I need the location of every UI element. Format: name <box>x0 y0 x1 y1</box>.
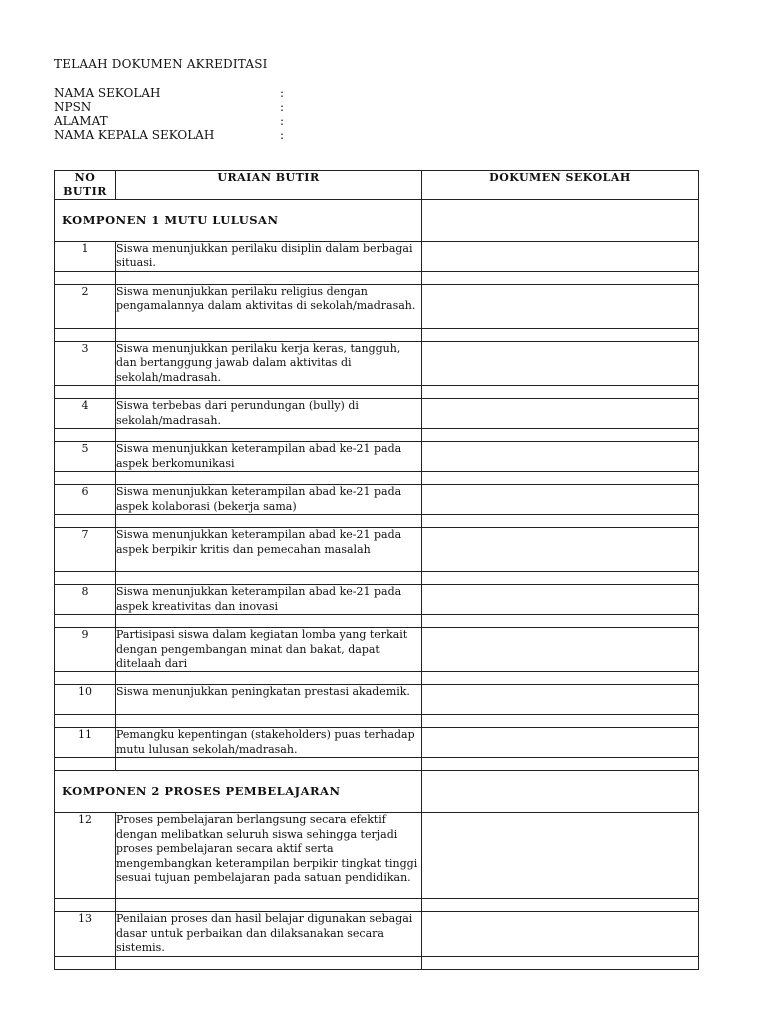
spacer-cell[interactable] <box>422 615 699 628</box>
item-description: Siswa menunjukkan keterampilan abad ke-21 pada aspek kolaborasi (bekerja sama) <box>116 485 422 515</box>
table-row <box>55 442 699 472</box>
spacer-cell[interactable] <box>422 672 699 685</box>
item-number: 12 <box>55 813 116 899</box>
spacer-cell <box>116 429 422 442</box>
info-colon: : <box>280 86 285 100</box>
spacer-row <box>55 515 699 528</box>
table-row <box>55 285 699 329</box>
table-row <box>55 342 699 386</box>
spacer-cell <box>55 429 116 442</box>
spacer-cell <box>116 386 422 399</box>
document-cell[interactable] <box>422 442 699 472</box>
table-row <box>55 242 699 272</box>
item-description: Siswa menunjukkan keterampilan abad ke-21 pada aspek berpikir kritis dan pemecahan masalah <box>116 528 422 572</box>
header-uraian-butir: URAIAN BUTIR <box>116 171 422 200</box>
info-row-npsn <box>54 100 284 114</box>
spacer-cell <box>55 615 116 628</box>
table-row <box>55 628 699 672</box>
document-cell[interactable] <box>422 585 699 615</box>
spacer-cell[interactable] <box>422 472 699 485</box>
table-row <box>55 912 699 956</box>
item-number: 10 <box>55 685 116 715</box>
table-row <box>55 485 699 515</box>
info-label: NAMA SEKOLAH <box>54 86 161 100</box>
spacer-row <box>55 572 699 585</box>
component-row <box>55 200 699 242</box>
document-cell[interactable] <box>422 485 699 515</box>
spacer-cell <box>116 272 422 285</box>
spacer-cell <box>55 386 116 399</box>
item-description: Siswa menunjukkan keterampilan abad ke-21 pada aspek berkomunikasi <box>116 442 422 472</box>
spacer-cell <box>55 572 116 585</box>
table-row <box>55 585 699 615</box>
info-colon: : <box>280 114 285 128</box>
assessment-table <box>54 170 699 970</box>
info-row-alamat <box>54 114 284 128</box>
info-colon: : <box>280 128 285 142</box>
item-description: Proses pembelajaran berlangsung secara efektif dengan melibatkan seluruh siswa sehingga terjadi proses pembelajaran secara aktif serta mengembangkan keterampilan berpikir tingkat tinggi sesuai tujuan pembelajaran pada satuan pendidikan. <box>116 813 422 899</box>
spacer-cell <box>55 472 116 485</box>
spacer-cell <box>116 899 422 912</box>
header-dokumen-sekolah: DOKUMEN SEKOLAH <box>422 171 699 200</box>
document-title: TELAAH DOKUMEN AKREDITASI <box>54 57 268 71</box>
spacer-row <box>55 899 699 912</box>
spacer-cell[interactable] <box>422 429 699 442</box>
table-row <box>55 399 699 429</box>
table-row <box>55 528 699 572</box>
document-cell[interactable] <box>422 528 699 572</box>
document-cell[interactable] <box>422 728 699 758</box>
spacer-row <box>55 715 699 728</box>
spacer-row <box>55 329 699 342</box>
spacer-row <box>55 672 699 685</box>
spacer-cell <box>55 758 116 771</box>
item-number: 1 <box>55 242 116 272</box>
spacer-cell <box>55 272 116 285</box>
table-body <box>55 200 699 970</box>
info-label: ALAMAT <box>54 114 108 128</box>
table-row <box>55 813 699 899</box>
item-number: 11 <box>55 728 116 758</box>
item-number: 7 <box>55 528 116 572</box>
document-cell[interactable] <box>422 685 699 715</box>
spacer-cell <box>55 715 116 728</box>
document-cell[interactable] <box>422 285 699 329</box>
item-description: Penilaian proses dan hasil belajar digunakan sebagai dasar untuk perbaikan dan dilaksanakan secara sistemis. <box>116 912 422 956</box>
info-label: NAMA KEPALA SEKOLAH <box>54 128 215 142</box>
item-number: 2 <box>55 285 116 329</box>
spacer-cell[interactable] <box>422 329 699 342</box>
item-number: 4 <box>55 399 116 429</box>
spacer-row <box>55 272 699 285</box>
spacer-cell <box>116 572 422 585</box>
header-no-line2: BUTIR <box>63 185 107 198</box>
item-number: 8 <box>55 585 116 615</box>
spacer-cell[interactable] <box>422 715 699 728</box>
info-row-nama-sekolah <box>54 86 284 100</box>
spacer-row <box>55 429 699 442</box>
spacer-row <box>55 758 699 771</box>
component-document-cell[interactable] <box>422 200 699 242</box>
spacer-cell[interactable] <box>422 956 699 969</box>
school-info-block <box>54 86 284 142</box>
info-row-kepala-sekolah <box>54 128 284 142</box>
item-number: 3 <box>55 342 116 386</box>
spacer-cell <box>116 615 422 628</box>
item-description: Siswa menunjukkan perilaku kerja keras, tangguh, dan bertanggung jawab dalam aktivitas di sekolah/madrasah. <box>116 342 422 386</box>
document-cell[interactable] <box>422 628 699 672</box>
component-title: KOMPONEN 2 PROSES PEMBELAJARAN <box>55 771 422 813</box>
spacer-cell <box>116 956 422 969</box>
spacer-cell <box>116 672 422 685</box>
spacer-row <box>55 956 699 969</box>
spacer-cell <box>55 515 116 528</box>
header-no-butir <box>55 171 116 200</box>
table-header-row <box>55 171 699 200</box>
table-row <box>55 685 699 715</box>
item-description: Pemangku kepentingan (stakeholders) puas terhadap mutu lulusan sekolah/madrasah. <box>116 728 422 758</box>
spacer-cell[interactable] <box>422 386 699 399</box>
spacer-cell <box>55 956 116 969</box>
spacer-cell <box>116 758 422 771</box>
spacer-cell[interactable] <box>422 758 699 771</box>
header-no-line1: NO <box>74 171 96 184</box>
spacer-cell[interactable] <box>422 272 699 285</box>
item-description: Siswa menunjukkan peningkatan prestasi akademik. <box>116 685 422 715</box>
spacer-cell <box>116 329 422 342</box>
table-row <box>55 728 699 758</box>
spacer-cell <box>116 515 422 528</box>
spacer-cell <box>116 715 422 728</box>
spacer-cell[interactable] <box>422 899 699 912</box>
item-description: Siswa menunjukkan perilaku religius dengan pengamalannya dalam aktivitas di sekolah/madrasah. <box>116 285 422 329</box>
spacer-cell[interactable] <box>422 515 699 528</box>
spacer-cell <box>55 329 116 342</box>
item-number: 6 <box>55 485 116 515</box>
component-row <box>55 771 699 813</box>
item-description: Partisipasi siswa dalam kegiatan lomba yang terkait dengan pengembangan minat dan bakat, dapat ditelaah dari <box>116 628 422 672</box>
item-number: 13 <box>55 912 116 956</box>
spacer-row <box>55 386 699 399</box>
component-title: KOMPONEN 1 MUTU LULUSAN <box>55 200 422 242</box>
document-cell[interactable] <box>422 399 699 429</box>
spacer-row <box>55 615 699 628</box>
spacer-cell[interactable] <box>422 572 699 585</box>
info-colon: : <box>280 100 285 114</box>
spacer-cell <box>116 472 422 485</box>
spacer-row <box>55 472 699 485</box>
component-document-cell[interactable] <box>422 771 699 813</box>
document-cell[interactable] <box>422 813 699 899</box>
item-number: 9 <box>55 628 116 672</box>
info-label: NPSN <box>54 100 92 114</box>
document-cell[interactable] <box>422 912 699 956</box>
spacer-cell <box>55 899 116 912</box>
document-cell[interactable] <box>422 342 699 386</box>
item-number: 5 <box>55 442 116 472</box>
item-description: Siswa terbebas dari perundungan (bully) di sekolah/madrasah. <box>116 399 422 429</box>
item-description: Siswa menunjukkan keterampilan abad ke-21 pada aspek kreativitas dan inovasi <box>116 585 422 615</box>
document-cell[interactable] <box>422 242 699 272</box>
item-description: Siswa menunjukkan perilaku disiplin dalam berbagai situasi. <box>116 242 422 272</box>
spacer-cell <box>55 672 116 685</box>
